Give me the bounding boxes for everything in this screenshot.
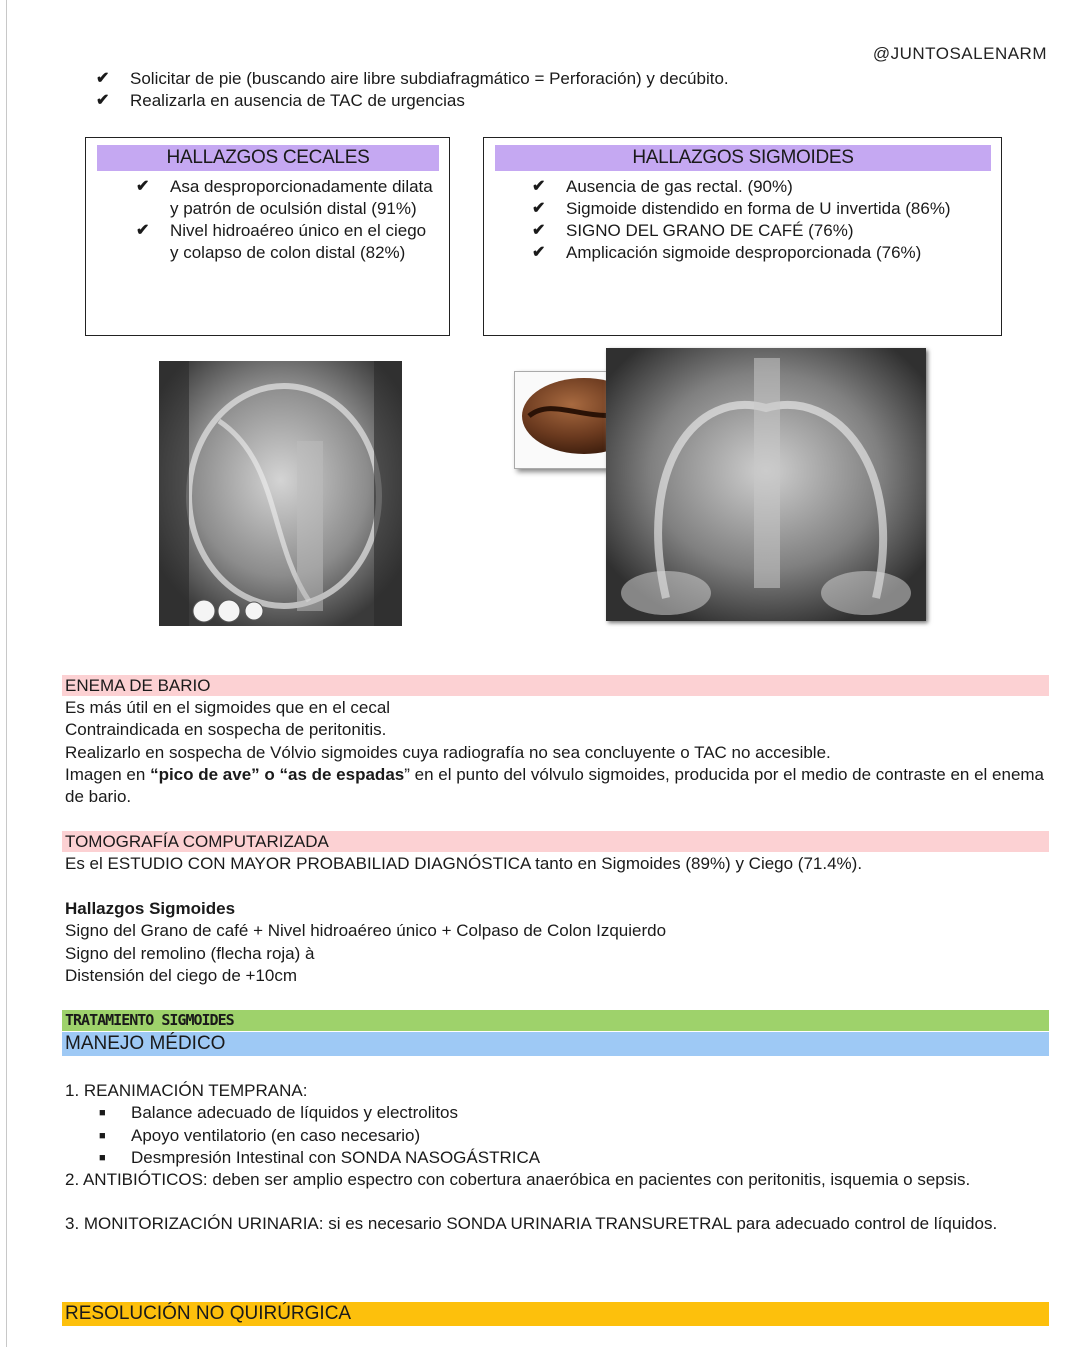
list-item xyxy=(532,242,991,264)
enema-line-pre: Imagen en xyxy=(65,764,151,784)
list-item-text: Nivel hidroaéreo único en el ciego y colapso de colon distal (82%) xyxy=(170,221,427,262)
square-bullet-icon: ■ xyxy=(99,1107,106,1120)
non-surgical-resolution-heading: RESOLUCIÓN NO QUIRÚRGICA xyxy=(62,1302,1049,1326)
treatment-item-title: 1. REANIMACIÓN TEMPRANA: xyxy=(65,1081,308,1100)
ct-line: Es el ESTUDIO CON MAYOR PROBABILIAD DIAGNÓSTICA tanto en Sigmoides (89%) y Ciego (71.4%). xyxy=(65,854,863,873)
ct-heading: TOMOGRAFÍA COMPUTARIZADA xyxy=(62,831,1049,852)
top-bullet-list xyxy=(96,68,729,112)
list-item xyxy=(532,220,991,242)
spacer xyxy=(65,1191,1055,1213)
check-icon: ✔ xyxy=(96,92,110,109)
ct-text-block xyxy=(65,853,1055,875)
check-icon: ✔ xyxy=(96,70,110,87)
treatment-item: 2. ANTIBIÓTICOS: deben ser amplio espectro con cobertura anaeróbica en pacientes con peritonitis, isquemia o sepsis. xyxy=(65,1170,971,1190)
enema-line: Es más útil en el sigmoides que en el cecal xyxy=(65,698,391,717)
list-item-text: Sigmoide distendido en forma de U invertida (86%) xyxy=(566,199,951,218)
ct-line: Distensión del ciego de +10cm xyxy=(65,965,297,985)
list-item xyxy=(532,176,991,198)
check-icon: ✔ xyxy=(532,200,546,217)
list-item xyxy=(136,176,439,220)
xray-drawing xyxy=(159,361,402,626)
enema-heading: ENEMA DE BARIO xyxy=(62,675,1049,696)
author-handle: @JUNTOSALENARM xyxy=(872,44,1047,63)
list-item-text: SIGNO DEL GRANO DE CAFÉ (76%) xyxy=(566,221,854,240)
list-item xyxy=(65,1102,1055,1124)
list-item xyxy=(96,90,729,112)
check-icon: ✔ xyxy=(136,222,150,239)
list-item-text: Desmpresión Intestinal con SONDA NASOGÁSTRICA xyxy=(131,1147,541,1167)
cecal-findings-title: HALLAZGOS CECALES xyxy=(97,145,439,171)
enema-line-bold: “pico de ave” o “as de espadas xyxy=(150,764,405,784)
ct-subheading-text: Hallazgos Sigmoides xyxy=(65,899,236,918)
cecal-volvulus-xray-image xyxy=(159,361,402,626)
list-item-text: Asa desproporcionadamente dilata y patrón de oculsión distal (91%) xyxy=(170,177,433,218)
xray-drawing xyxy=(606,348,926,621)
enema-line: Realizarlo en sospecha de Vólvio sigmoides cuya radiografía no sea concluyente o TAC no accesible. xyxy=(65,742,831,762)
enema-line-post: ” en el punto del vólvulo sigmoides, producida por el medio de contraste en el enema de bario. xyxy=(65,764,1045,807)
list-item xyxy=(532,198,991,220)
list-item xyxy=(65,1147,1055,1169)
page-edge-line xyxy=(6,0,7,1347)
treatment-text-block xyxy=(65,1080,1055,1236)
medical-management-heading: MANEJO MÉDICO xyxy=(62,1032,1049,1056)
list-item-text: Apoyo ventilatorio (en caso necesario) xyxy=(131,1125,421,1145)
treatment-item: 3. MONITORIZACIÓN URINARIA: si es necesario SONDA URINARIA TRANSURETRAL para adecuado control de líquidos. xyxy=(65,1214,998,1234)
ct-line: Signo del Grano de café + Nivel hidroaéreo único + Colpaso de Colon Izquierdo xyxy=(65,921,667,941)
check-icon: ✔ xyxy=(532,222,546,239)
cecal-findings-list xyxy=(86,176,449,264)
square-bullet-icon: ■ xyxy=(99,1151,106,1164)
list-item xyxy=(65,1125,1055,1147)
enema-line: Contraindicada en sospecha de peritonitis. xyxy=(65,720,387,740)
check-icon: ✔ xyxy=(136,178,150,195)
list-item-text: Solicitar de pie (buscando aire libre subdiafragmático = Perforación) y decúbito. xyxy=(130,69,729,88)
check-icon: ✔ xyxy=(532,178,546,195)
check-icon: ✔ xyxy=(532,244,546,261)
list-item xyxy=(96,68,729,90)
list-item-text: Ausencia de gas rectal. (90%) xyxy=(566,177,793,196)
sigmoid-findings-box xyxy=(483,137,1002,336)
sigmoid-findings-list xyxy=(484,176,1001,264)
list-item-text: Realizarla en ausencia de TAC de urgencias xyxy=(130,91,465,110)
list-item-text: Balance adecuado de líquidos y electrolitos xyxy=(131,1103,458,1123)
enema-line xyxy=(65,764,1055,809)
ct-subheading xyxy=(65,898,1055,920)
ct-findings-block xyxy=(65,898,1055,987)
sigmoid-findings-title: HALLAZGOS SIGMOIDES xyxy=(495,145,991,171)
list-item-text: Amplicación sigmoide desproporcionada (76%) xyxy=(566,243,922,262)
square-bullet-icon: ■ xyxy=(99,1129,106,1142)
list-item xyxy=(136,220,439,264)
sigmoid-volvulus-xray-image xyxy=(606,348,926,621)
cecal-findings-box xyxy=(85,137,450,336)
ct-line: Signo del remolino (flecha roja) à xyxy=(65,943,315,963)
treatment-heading: TRATAMIENTO SIGMOIDES xyxy=(62,1010,1049,1031)
enema-text-block xyxy=(65,697,1055,808)
